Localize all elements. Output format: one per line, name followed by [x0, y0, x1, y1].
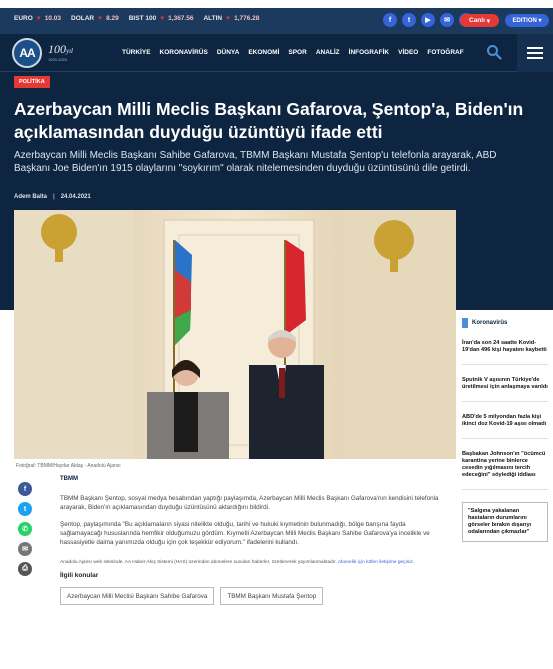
- facebook-icon[interactable]: f: [18, 482, 32, 496]
- sidebar-title[interactable]: Koronavirüs: [472, 320, 508, 326]
- byline-separator: |: [53, 194, 55, 200]
- ticker-item-dolar[interactable]: [71, 15, 119, 22]
- anniversary-number: 100: [48, 42, 66, 56]
- ticker-value: 1,776.28: [234, 15, 260, 22]
- subscription-link[interactable]: Abonelik için lütfen iletişime geçiniz.: [337, 560, 415, 565]
- ticker-value: 10.03: [44, 15, 62, 22]
- anniversary-logo: [48, 42, 73, 57]
- whatsapp-icon[interactable]: ✆: [18, 522, 32, 536]
- article-paragraph: TBMM Başkanı Şentop, sosyal medya hesabından yaptığı paylaşımda, Azerbaycan Milli Meclis Başkanı Gafarova'nın kendisini telefonla arayarak, Biden'ın açıklamasından duyduğu üzüntüsünü aktardığını bildirdi.: [60, 495, 439, 511]
- edition-label: EDITION: [512, 17, 537, 24]
- nav-item-dunya[interactable]: DÜNYA: [216, 49, 240, 56]
- related-topic-chip[interactable]: Azerbaycan Milli Meclisi Başkanı Sahibe Gafarova: [60, 587, 214, 605]
- article-paragraph: Şentop, paylaşımında "Bu açıklamaların siyasi nitelikte olduğu, tarihi ve hukuki kıymetinin bulunmadığı, bölge barışına fayda sağlamayacağı hususlarında hemfikir olduğumuzu gördüm. Kıymetli Azerbaycan Milli Meclis Başkanı Sahibe Gafarova'ya incelikle ve hassasiyetle daima yanımızda olduğu için çok teşekkür ediyorum." ifadelerini kullandı.: [60, 521, 430, 546]
- section-marker-icon: [462, 318, 468, 328]
- arrow-down-icon: ▼: [97, 15, 104, 22]
- ticker-value: 8.29: [106, 15, 119, 22]
- search-icon[interactable]: [486, 44, 502, 60]
- article-byline: [14, 194, 91, 200]
- ticker-item-altin[interactable]: [203, 15, 259, 22]
- arrow-down-icon: ▼: [159, 15, 166, 22]
- publish-date: 24.04.2021: [60, 194, 91, 200]
- related-topics: [60, 587, 440, 605]
- related-topics-title: İlgili konular: [60, 572, 99, 579]
- logo-text: AA: [19, 46, 35, 60]
- edition-select[interactable]: [505, 14, 549, 27]
- facebook-icon[interactable]: f: [383, 13, 397, 27]
- sidebar-news-item[interactable]: ABD'de 5 milyondan fazla kişi ikinci doz Kovid-19 aşısı olmadı: [462, 402, 548, 439]
- chevron-down-icon: ▾: [486, 17, 490, 25]
- ticker-name: EURO: [14, 15, 33, 22]
- nav-item-video[interactable]: VİDEO: [398, 49, 419, 56]
- author-name[interactable]: Adem Balta: [14, 194, 48, 200]
- chevron-down-icon: ▾: [538, 18, 542, 24]
- twitter-icon[interactable]: t: [402, 13, 416, 27]
- nav-items: [122, 49, 464, 56]
- nav-item-fotograf[interactable]: FOTOĞRAF: [427, 49, 464, 56]
- article-headline: Azerbaycan Milli Meclis Başkanı Gafarova, Şentop'a, Biden'ın açıklamasından duyduğu üzüntüyü ifade etti: [14, 99, 524, 142]
- main-navigation: [0, 34, 553, 72]
- ticker-name: DOLAR: [71, 15, 95, 22]
- notice-text: Anadolu Ajansı web sitesinde, AA Haber Akış Sistemi (HAS) üzerinden abonelere sunulan haberler, özetlenerek yayımlanmaktadır.: [60, 560, 337, 565]
- youtube-icon[interactable]: ▶: [421, 13, 435, 27]
- live-label: Canlı: [469, 17, 485, 24]
- article-photo: [14, 210, 456, 459]
- ticker-item-euro[interactable]: [14, 15, 61, 22]
- nav-item-infografik[interactable]: İNFOGRAFİK: [348, 49, 390, 56]
- related-topic-chip[interactable]: TBMM Başkanı Mustafa Şentop: [220, 587, 323, 605]
- ticker-name: BIST 100: [128, 15, 157, 22]
- nav-item-analiz[interactable]: ANALİZ: [315, 49, 340, 56]
- anniversary-suffix: yıl: [66, 47, 73, 55]
- live-button[interactable]: [460, 14, 499, 27]
- arrow-down-icon: ▼: [225, 15, 232, 22]
- share-buttons: [18, 482, 32, 576]
- nav-item-turkiye[interactable]: TÜRKİYE: [122, 49, 151, 56]
- sidebar-coronavirus: [462, 318, 548, 542]
- twitter-icon[interactable]: t: [18, 502, 32, 516]
- ticker-value: 1,367.56: [168, 15, 194, 22]
- sidebar-news-item[interactable]: İran'da son 24 saatte Kovid-19'dan 496 kişi hayatını kaybetti: [462, 328, 548, 365]
- nav-item-ekonomi[interactable]: EKONOMİ: [248, 49, 280, 56]
- article-body: [60, 476, 440, 605]
- nav-item-spor[interactable]: SPOR: [288, 49, 307, 56]
- sidebar-news-item[interactable]: Sputnik V aşısının Türkiye'de üretilmesi için anlaşmaya varıldı: [462, 365, 548, 402]
- ticker-item-bist[interactable]: [129, 15, 194, 22]
- sidebar-news-item[interactable]: Başbakan Johnson'ın "öcümcü karantina yerine binlerce cesedin yığılmasını tercih edeceğini" söylediği iddiası: [462, 439, 548, 490]
- subscription-notice: [60, 559, 440, 566]
- hamburger-menu-icon[interactable]: [517, 34, 553, 72]
- sidebar-header: [462, 318, 548, 328]
- source-tag: TBMM: [60, 476, 78, 482]
- anniversary-years: 1920-2020: [48, 57, 68, 62]
- photo-caption: Fotoğraf: TBMM/Haydar Aktaş - Anadolu Ajansı: [16, 463, 121, 469]
- article-summary: Azerbaycan Milli Meclis Başkanı Sahibe Gafarova, TBMM Başkanı Mustafa Şentop'u telefonla arayarak, ABD Başkanı Joe Biden'ın 1915 olaylarını "soykırım" olarak nitelemesinden duyduğu üzüntüsünü dile getirdi.: [14, 150, 497, 174]
- arrow-down-icon: ▼: [35, 15, 42, 22]
- aa-logo[interactable]: [12, 38, 42, 68]
- ticker-list: [14, 15, 259, 22]
- sidebar-quote-item[interactable]: "Salgına yakalanan hastaların durumlarını görseler bırakın dışarıyı odalarından çıkmazlar": [462, 502, 548, 542]
- category-badge[interactable]: POLİTİKA: [14, 76, 50, 88]
- nav-item-koronavirus[interactable]: KORONAVİRÜS: [159, 49, 208, 56]
- ticker-name: ALTIN: [203, 15, 223, 22]
- email-icon[interactable]: ✉: [18, 542, 32, 556]
- print-icon[interactable]: ⎙: [18, 562, 32, 576]
- email-icon[interactable]: ✉: [440, 13, 454, 27]
